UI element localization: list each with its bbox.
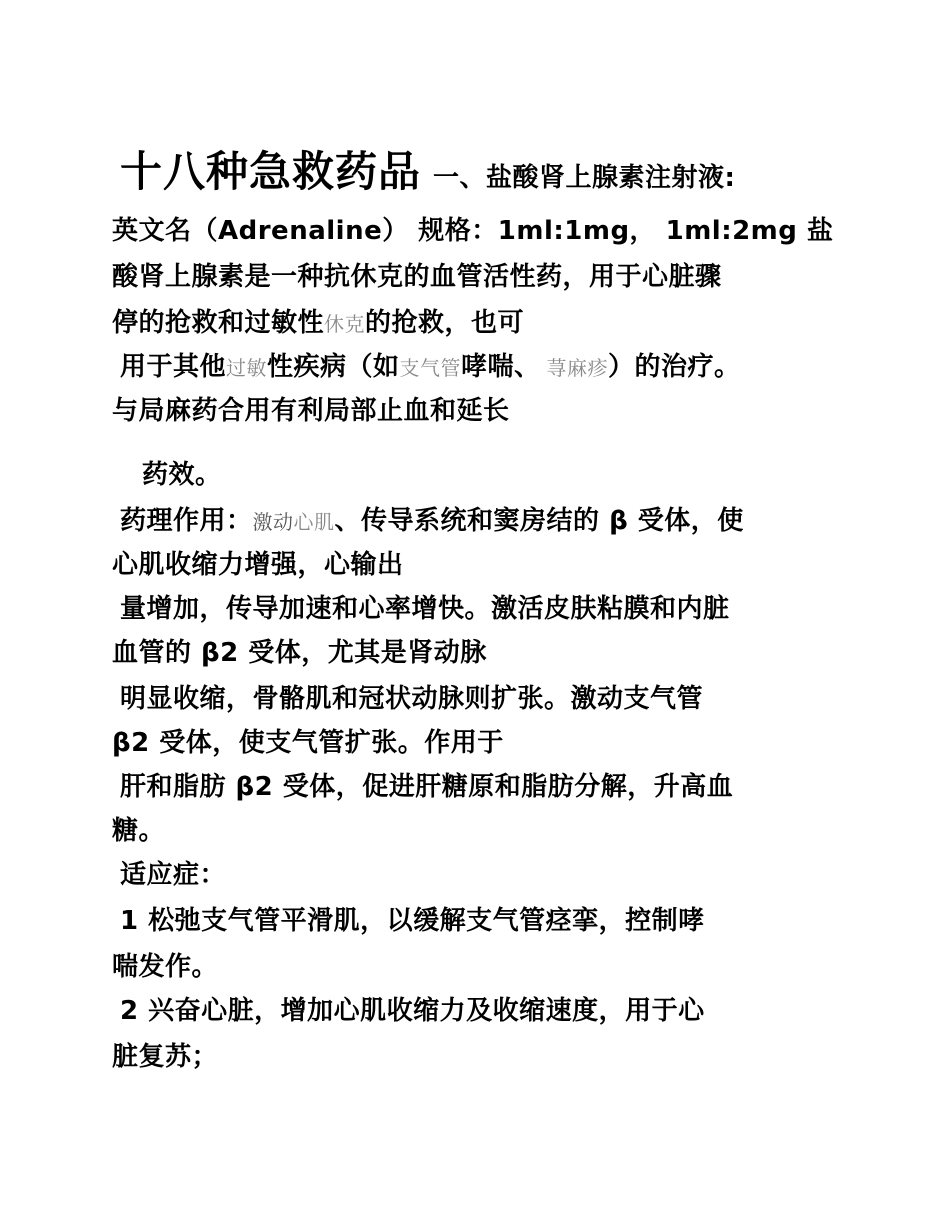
body-line: 脏复苏； bbox=[112, 1042, 219, 1072]
body-line: 药效。 bbox=[142, 460, 222, 490]
body-line: 糖。 bbox=[112, 816, 166, 846]
body-line: 2 兴奋心脏，增加心肌收缩力及收缩速度，用于心 bbox=[120, 996, 705, 1026]
body-line: 酸肾上腺素是一种抗休克的血管活性药，用于心脏骤 bbox=[112, 262, 722, 292]
text-run: 性疾病（如 bbox=[267, 352, 400, 382]
body-line: 心肌收缩力增强，心输出 bbox=[112, 550, 404, 580]
text-run: ）的治疗。 bbox=[608, 352, 741, 382]
body-line: 血管的 β2 受体，尤其是肾动脉 bbox=[112, 638, 487, 668]
body-line: 与局麻药合用有利局部止血和延长 bbox=[112, 396, 510, 426]
text-run: 用于其他 bbox=[120, 352, 227, 382]
text-run-light: 休克 bbox=[324, 312, 366, 336]
section-heading: 一、盐酸肾上腺素注射液: bbox=[433, 163, 736, 193]
text-run: 哮喘、 bbox=[461, 352, 541, 382]
body-line bbox=[120, 504, 744, 539]
document-title: 十八种急救药品 bbox=[120, 147, 422, 196]
body-line: 1 松弛支气管平滑肌，以缓解支气管痉挛，控制哮 bbox=[120, 906, 705, 936]
text-run: 的抢救，也可 bbox=[365, 308, 525, 338]
text-run-light: 支气管 bbox=[399, 356, 462, 380]
title-line bbox=[120, 146, 735, 198]
text-run: 、传导系统和窦房结的 β 受体，使 bbox=[334, 506, 744, 536]
body-line: 英文名（Adrenaline） 规格：1ml:1mg， 1ml:2mg 盐 bbox=[112, 216, 834, 246]
text-run-light: 激动 bbox=[252, 510, 294, 534]
body-line: 肝和脂肪 β2 受体，促进肝糖原和脂肪分解，升高血 bbox=[120, 772, 734, 802]
body-line bbox=[120, 350, 741, 385]
body-line: β2 受体，使支气管扩张。作用于 bbox=[112, 728, 504, 758]
body-line: 适应症： bbox=[120, 860, 227, 890]
body-line: 喘发作。 bbox=[112, 952, 219, 982]
text-run-light: 荨麻疹 bbox=[546, 356, 609, 380]
text-run: 停的抢救和过敏性 bbox=[112, 308, 325, 338]
text-run-light: 过敏 bbox=[226, 356, 268, 380]
text-run-light: 心肌 bbox=[293, 510, 335, 534]
text-run: 药理作用： bbox=[120, 506, 253, 536]
body-line: 明显收缩，骨骼肌和冠状动脉则扩张。激动支气管 bbox=[120, 684, 704, 714]
body-line: 量增加，传导加速和心率增快。激活皮肤粘膜和内脏 bbox=[120, 594, 730, 624]
body-line bbox=[112, 306, 524, 341]
